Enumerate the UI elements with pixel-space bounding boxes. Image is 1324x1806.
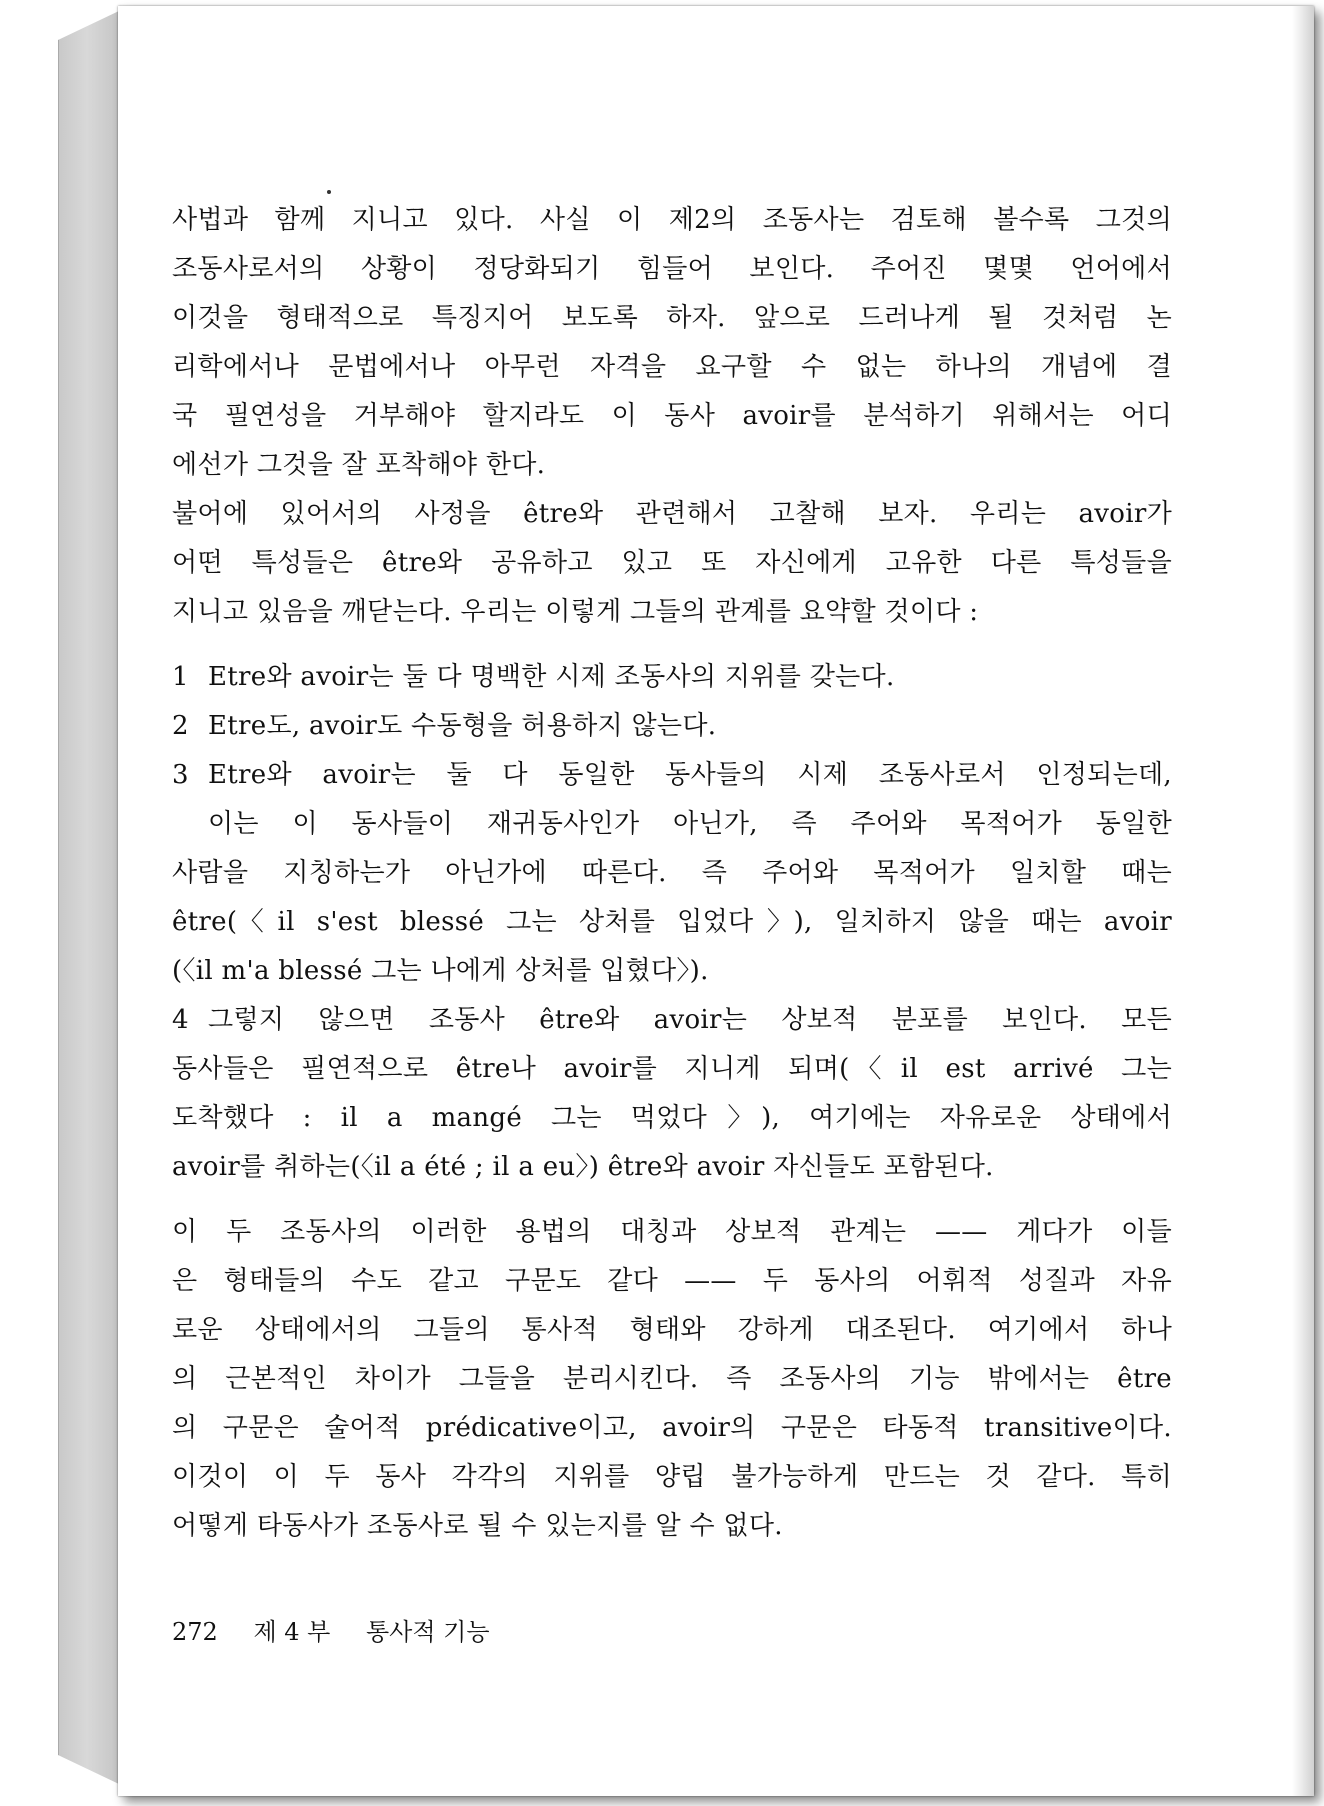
list-number: 3 [172, 760, 189, 790]
text-line: 은 형태들의 수도 같고 구문도 같다 —— 두 동사의 어휘적 성질과 자유 [172, 1266, 1172, 1296]
print-speck [327, 190, 331, 194]
list-item-text: être(〈il s'est blessé 그는 상처를 입었다〉), 일치하지 않을 때는 avoir [172, 907, 1172, 937]
list-item-text: (〈il m'a blessé 그는 나에게 상처를 입혔다〉). [172, 956, 709, 986]
page-number: 272 [172, 1618, 218, 1646]
list-item-text: 도착했다 : il a mangé 그는 먹었다〉), 여기에는 자유로운 상태에서 [172, 1103, 1172, 1133]
list-number: 2 [172, 711, 189, 741]
text-line: 리학에서나 문법에서나 아무런 자격을 요구할 수 없는 하나의 개념에 결 [172, 352, 1172, 382]
list-number: 1 [172, 662, 189, 692]
paragraph-3 [172, 1208, 1172, 1551]
text-line: 어떤 특성들은 être와 공유하고 있고 또 자신에게 고유한 다른 특성들을 [172, 548, 1172, 578]
list-item-text: 이는 이 동사들이 재귀동사인가 아닌가, 즉 주어와 목적어가 동일한 [208, 809, 1172, 839]
list-item-text: Etre도, avoir도 수동형을 허용하지 않는다. [208, 711, 717, 741]
text-line: 이것이 이 두 동사 각각의 지위를 양립 불가능하게 만드는 것 같다. 특히 [172, 1462, 1172, 1492]
list-item-text: Etre와 avoir는 둘 다 동일한 동사들의 시제 조동사로서 인정되는데, [208, 760, 1172, 790]
text-line: 로운 상태에서의 그들의 통사적 형태와 강하게 대조된다. 여기에서 하나 [172, 1315, 1172, 1345]
text-line: 의 구문은 술어적 prédicative이고, avoir의 구문은 타동적 transitive이다. [172, 1413, 1172, 1443]
text-line: 지니고 있음을 깨닫는다. 우리는 이렇게 그들의 관계를 요약할 것이다 : [172, 597, 979, 627]
page-edge-shadow [1292, 6, 1314, 1796]
list-item [172, 653, 1172, 702]
page-body-text [172, 196, 1172, 1551]
list-item-text: avoir를 취하는(〈il a été ; il a eu〉) être와 avoir 자신들도 포함된다. [172, 1152, 994, 1182]
text-line: 불어에 있어서의 사정을 être와 관련해서 고찰해 보자. 우리는 avoir가 [172, 499, 1172, 529]
part-title: 통사적 기능 [366, 1618, 490, 1646]
text-line: 의 근본적인 차이가 그들을 분리시킨다. 즉 조동사의 기능 밖에서는 être [172, 1364, 1172, 1394]
list-item [172, 702, 1172, 751]
paragraph-1 [172, 196, 1172, 490]
list-item [172, 751, 1172, 996]
list-number: 4 [172, 1005, 189, 1035]
list-item-text: 동사들은 필연적으로 être나 avoir를 지니게 되며(〈il est arrivé 그는 [172, 1054, 1172, 1084]
list-item-text: 그렇지 않으면 조동사 être와 avoir는 상보적 분포를 보인다. 모든 [208, 1005, 1172, 1035]
book-spine-edge [58, 10, 121, 1785]
part-label: 제 4 부 [253, 1618, 331, 1646]
text-line: 조동사로서의 상황이 정당화되기 힘들어 보인다. 주어진 몇몇 언어에서 [172, 254, 1172, 284]
text-line: 이 두 조동사의 이러한 용법의 대칭과 상보적 관계는 —— 게다가 이들 [172, 1217, 1172, 1247]
numbered-list [172, 653, 1172, 1192]
page-footer [172, 1612, 518, 1647]
paragraph-2 [172, 490, 1172, 637]
text-line: 에선가 그것을 잘 포착해야 한다. [172, 450, 546, 480]
text-line: 국 필연성을 거부해야 할지라도 이 동사 avoir를 분석하기 위해서는 어디 [172, 401, 1172, 431]
text-line: 이것을 형태적으로 특징지어 보도록 하자. 앞으로 드러나게 될 것처럼 논 [172, 303, 1172, 333]
list-item [172, 996, 1172, 1192]
text-line: 사법과 함께 지니고 있다. 사실 이 제2의 조동사는 검토해 볼수록 그것의 [172, 205, 1172, 235]
text-line: 어떻게 타동사가 조동사로 될 수 있는지를 알 수 없다. [172, 1511, 783, 1541]
list-item-text: Etre와 avoir는 둘 다 명백한 시제 조동사의 지위를 갖는다. [208, 662, 895, 692]
list-item-text: 사람을 지칭하는가 아닌가에 따른다. 즉 주어와 목적어가 일치할 때는 [172, 858, 1172, 888]
